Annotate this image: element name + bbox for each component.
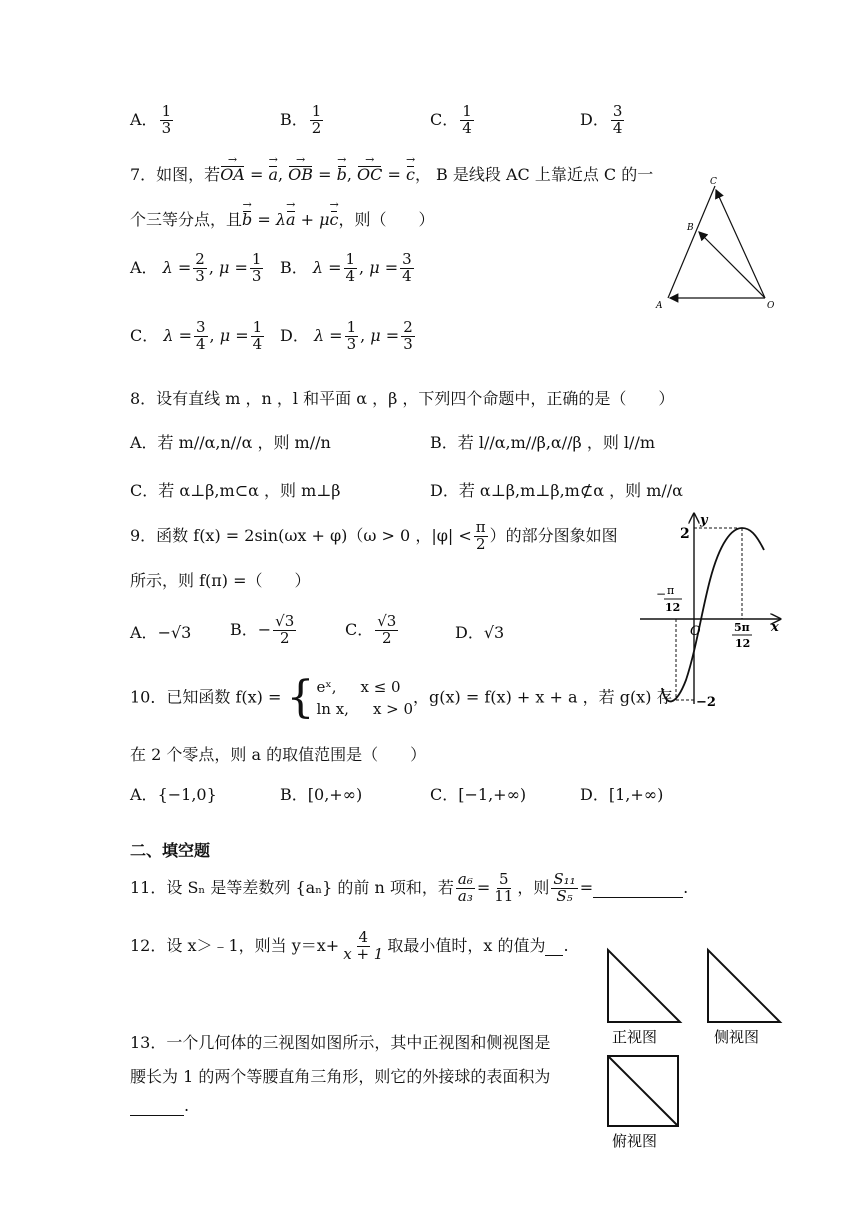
q8-option-a[interactable]: A．若 m//α,n//α ，则 m//n — [130, 433, 331, 452]
q9-option-b[interactable]: B．− $\frac{√3}{2}$ — [230, 612, 295, 647]
q9-option-d[interactable]: D．√3 — [455, 623, 505, 642]
q7-option-a[interactable]: A． λ = $\frac{2}{3}$ , μ = $\frac{1}{3}$ — [130, 250, 262, 285]
q9-option-a[interactable]: A．−√3 — [130, 623, 192, 642]
section-heading-fill-in: 二、填空题 — [130, 841, 211, 860]
vector-oc — [716, 190, 765, 298]
origin-label: O — [690, 624, 701, 639]
q9-stem-line1: 9．函数 f(x) = 2sin(ωx + φ)（ω > 0 ，|φ| < $\frac{\pi}{2}$ ）的部分图象如图 — [130, 518, 618, 553]
label-a: A — [656, 301, 663, 311]
q7-option-b[interactable]: B． λ = $\frac{1}{4}$ , μ = $\frac{3}{4}$ — [280, 250, 412, 285]
left-tick-pi: π — [667, 584, 675, 597]
q11-answer-blank[interactable] — [593, 878, 683, 898]
q7-triangle-figure — [650, 172, 785, 314]
q13-three-views — [600, 946, 790, 1152]
front-view-triangle — [608, 950, 680, 1022]
max-label: 2 — [680, 526, 690, 542]
label-c: C — [710, 177, 717, 187]
q12-stem: 12．设 x＞﹣1，则当 y＝x+ $\frac{4}{x + 1}$ 取最小值时，x 的值为 . — [130, 928, 569, 963]
label-b: B — [687, 223, 694, 233]
q13-stem-line2: 腰长为 1 的两个等腰直角三角形，则它的外接球的表面积为 — [130, 1067, 551, 1086]
q10-option-d[interactable]: D．[1,+∞) — [580, 785, 664, 804]
right-tick-den: 12 — [735, 637, 751, 650]
q10-stem-line1: 10．已知函数 f(x) = { eˣ, x ≤ 0 ln x, x > 0 ，g(x) = f(x) + x + a ，若 g(x) 存 — [130, 672, 673, 723]
top-view-diagonal — [608, 1056, 678, 1126]
left-tick-minus: − — [656, 587, 667, 601]
q10-option-c[interactable]: C．[−1,+∞) — [430, 785, 527, 804]
q10-stem-line2: 在 2 个零点，则 a 的取值范围是（ ） — [130, 745, 427, 764]
side-view-triangle — [708, 950, 780, 1022]
top-view-label: 俯视图 — [612, 1132, 658, 1150]
q7-stem-line1: 7．如图，若OA → = a →, OB → = b →, OC → = c →， B 是线段 AC 上靠近点 C 的一 — [130, 162, 653, 185]
q13-answer-blank[interactable] — [130, 1096, 184, 1116]
q8-option-b[interactable]: B．若 l//α,m//β,α//β ，则 l//m — [430, 433, 656, 452]
side-view-label: 侧视图 — [714, 1028, 760, 1046]
q7-option-c[interactable]: C． λ = $\frac{3}{4}$ , μ = $\frac{1}{4}$ — [130, 318, 263, 353]
q10-option-a[interactable]: A．{−1,0} — [130, 785, 217, 804]
q9-option-c[interactable]: C． $\frac{√3}{2}$ — [345, 612, 397, 647]
segment-ca — [668, 186, 715, 298]
left-tick-den: 12 — [665, 601, 681, 614]
label-o: O — [767, 301, 775, 311]
q8-option-d[interactable]: D．若 α⊥β,m⊥β,m⊄α ，则 m//α — [430, 481, 683, 500]
q13-stem-line1: 13．一个几何体的三视图如图所示，其中正视图和侧视图是 — [130, 1033, 551, 1052]
q6-option-a[interactable]: A． $\frac{1}{3}$ — [130, 102, 172, 137]
min-label: −2 — [696, 695, 716, 710]
q7-option-d[interactable]: D． λ = $\frac{1}{3}$ , μ = $\frac{2}{3}$ — [280, 318, 413, 353]
q12-answer-blank[interactable] — [545, 936, 563, 956]
q8-stem: 8．设有直线 m ，n ，l 和平面 α ，β ，下列四个命题中，正确的是（ ） — [130, 389, 675, 408]
q11-stem: 11．设 Sₙ 是等差数列 {aₙ} 的前 n 项和，若 $\frac{\text{a₆}}{\text{a₃}}$ = $\frac{5}{11}$ ，则 $\frac{\text{S₁₁}}{\text{S₅}}$ = . — [130, 870, 689, 905]
sine-curve — [662, 528, 764, 701]
y-label: y — [700, 513, 708, 528]
front-view-label: 正视图 — [612, 1028, 658, 1046]
q6-option-b[interactable]: B． $\frac{1}{2}$ — [280, 102, 322, 137]
q9-stem-line2: 所示，则 f(π) =（ ） — [130, 571, 311, 590]
q6-option-c[interactable]: C． $\frac{1}{4}$ — [430, 102, 472, 137]
right-tick-num: 5π — [734, 621, 750, 634]
q8-option-c[interactable]: C．若 α⊥β,m⊂α ，则 m⊥β — [130, 481, 341, 500]
q6-option-d[interactable]: D． $\frac{3}{4}$ — [580, 102, 623, 137]
q7-stem-line2: 个三等分点，且b → = λa → + μc →，则（ ） — [130, 207, 435, 230]
q10-option-b[interactable]: B．[0,+∞) — [280, 785, 363, 804]
q13-stem-line3: . — [130, 1096, 189, 1116]
x-label: x — [771, 620, 779, 635]
vector-ob — [699, 232, 765, 298]
